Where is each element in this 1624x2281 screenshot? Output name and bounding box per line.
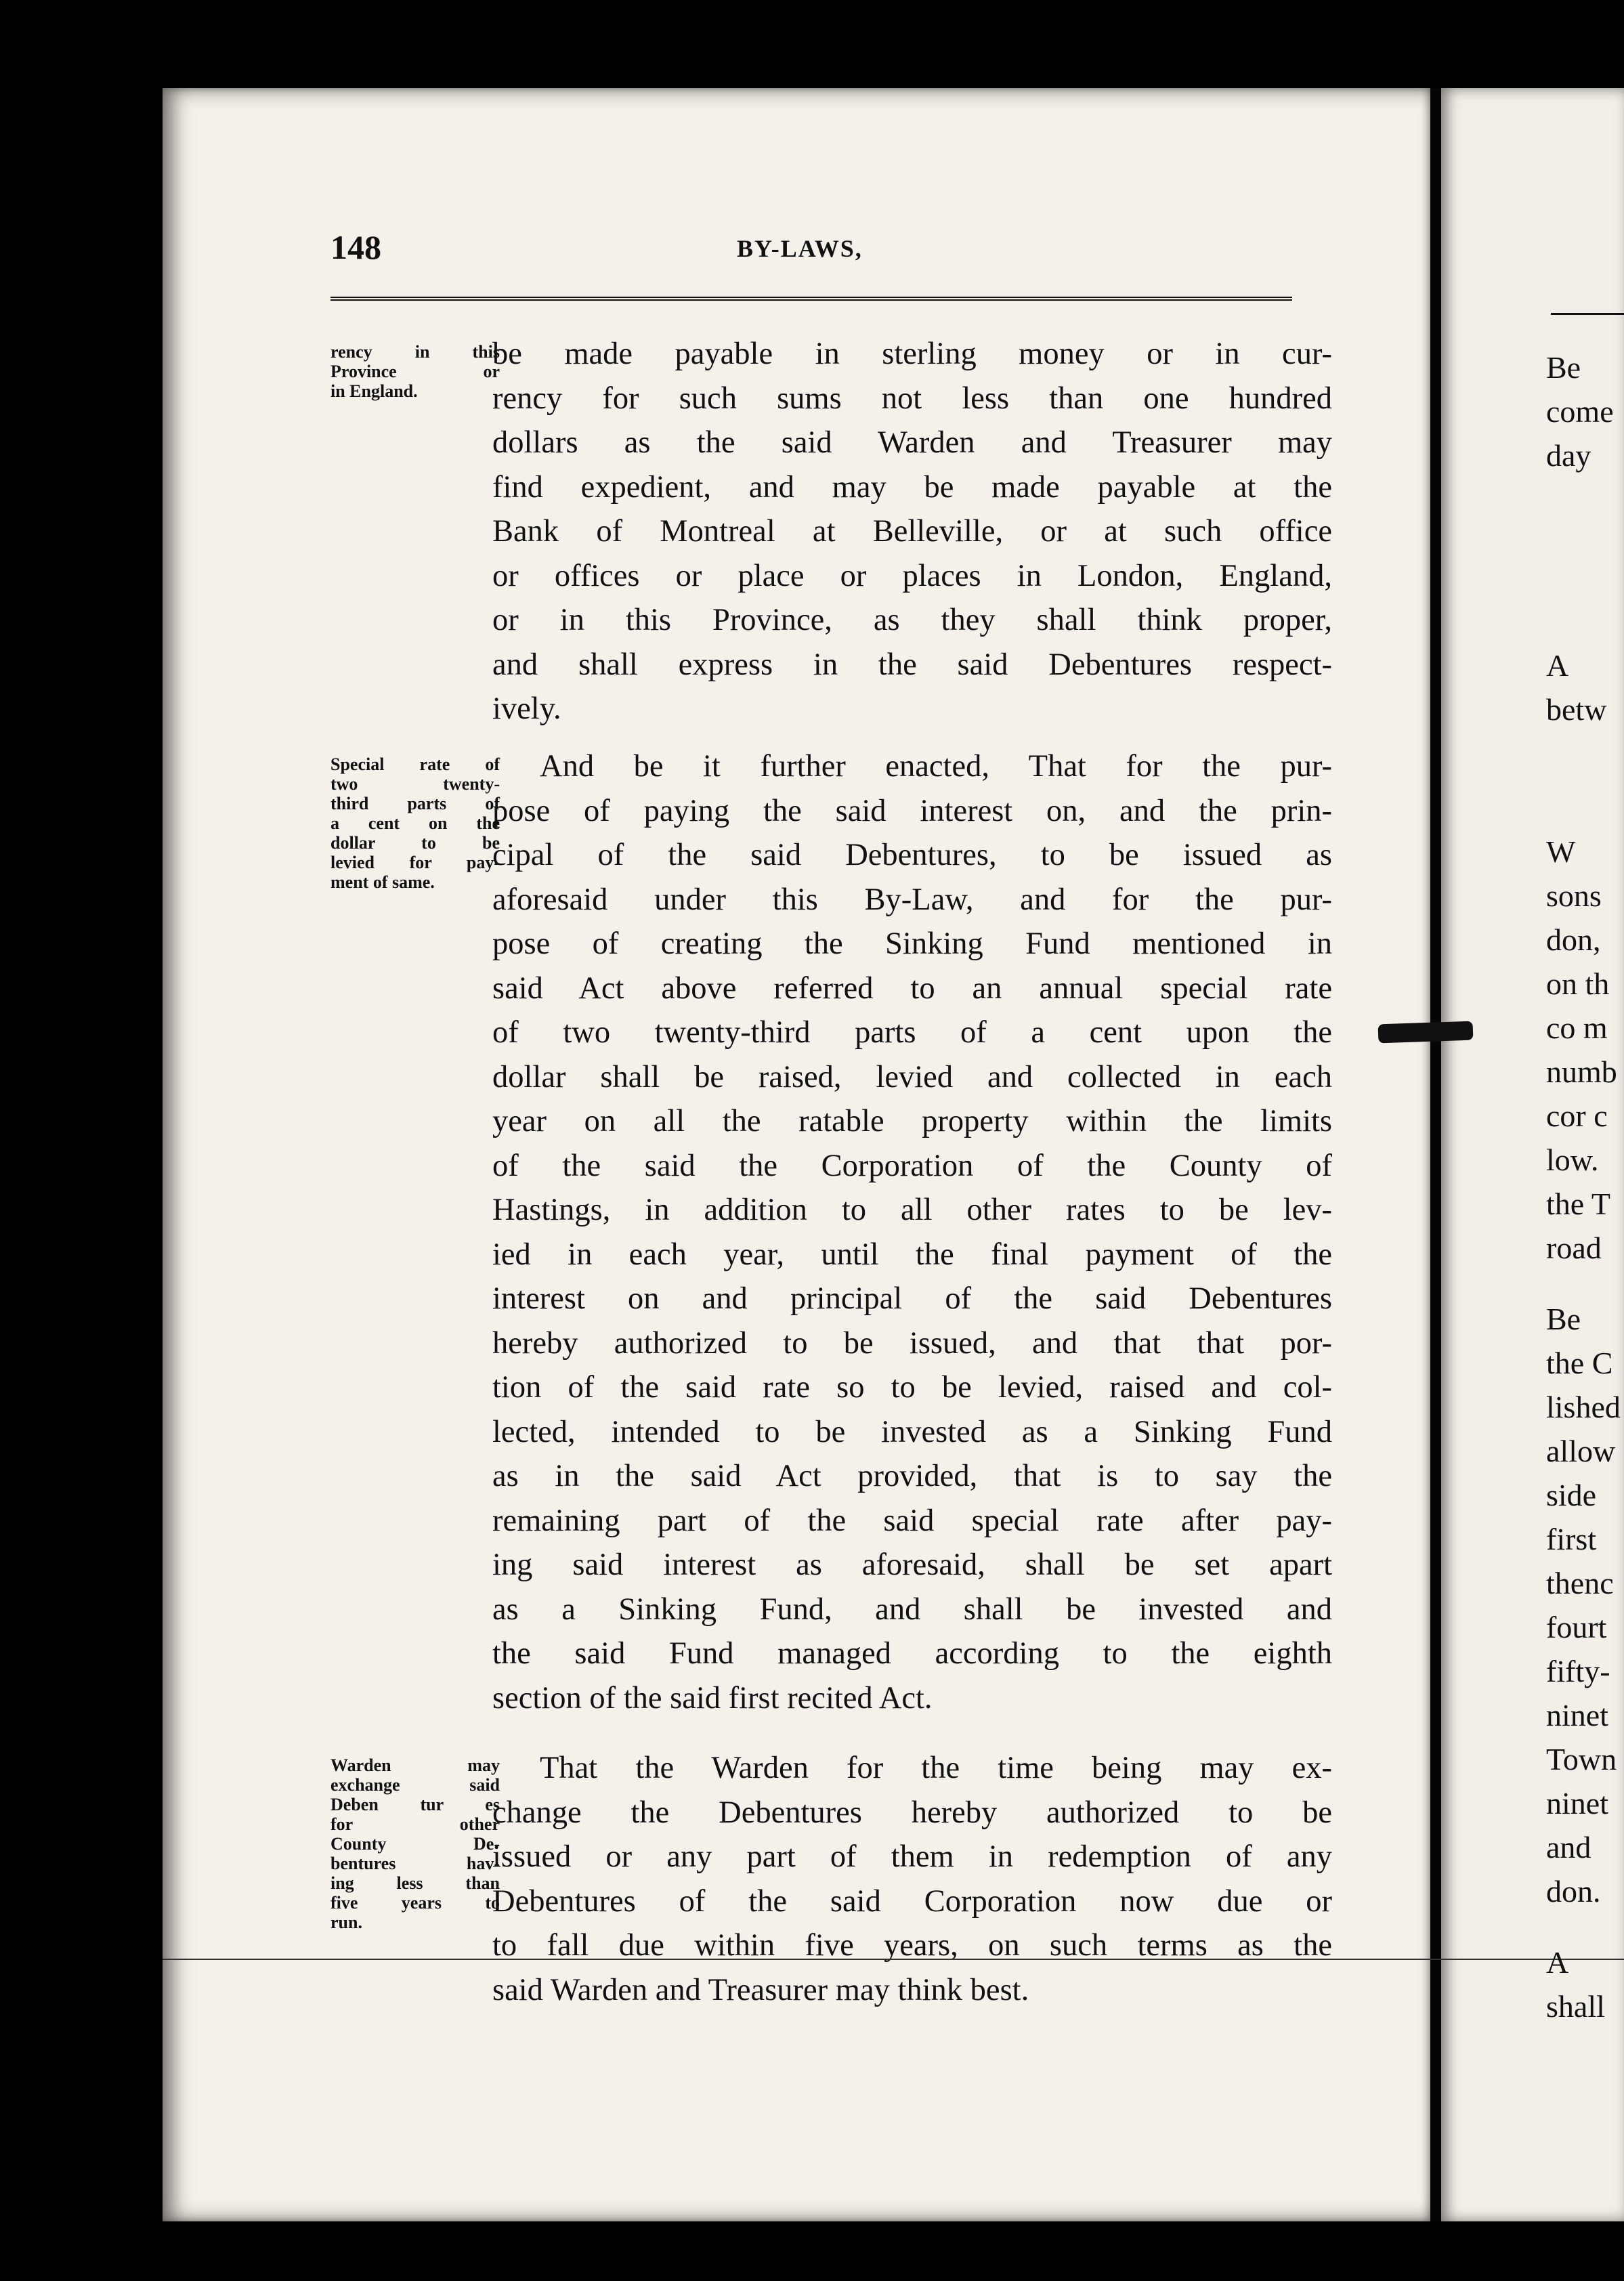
header-rule xyxy=(330,297,1292,301)
text-line: tion of the said rate so to be levied, raised and col- xyxy=(492,1370,1332,1405)
adjacent-page-fragment: A xyxy=(1546,1945,1569,1980)
adjacent-page-fragment: Be xyxy=(1546,1302,1581,1336)
adjacent-page-fragment: ninet xyxy=(1546,1786,1608,1820)
adjacent-page-line xyxy=(1546,1297,1624,1342)
adjacent-page-fragment: fourt xyxy=(1546,1610,1607,1644)
text-line: lected, intended to be invested as a Sinking Fund xyxy=(492,1414,1332,1449)
text-line: remaining part of the said special rate after pay- xyxy=(492,1503,1332,1538)
adjacent-page-line xyxy=(1546,1050,1624,1094)
adjacent-page-line xyxy=(1546,1385,1624,1430)
text-line: pose of creating the Sinking Fund mentioned in xyxy=(492,926,1332,961)
paragraph-currency xyxy=(492,332,1332,731)
margin-note-line: Province or xyxy=(330,362,500,381)
adjacent-page-line xyxy=(1546,1226,1624,1271)
margin-note-line: five years to xyxy=(330,1893,500,1913)
margin-note-line: exchange said xyxy=(330,1775,500,1795)
margin-note-line: levied for pay- xyxy=(330,853,500,872)
text-line: and shall express in the said Debentures respect- xyxy=(492,647,1332,682)
text-line: Debentures of the said Corporation now due or xyxy=(492,1883,1332,1919)
adjacent-page-line xyxy=(1546,1693,1624,1738)
adjacent-page-line xyxy=(1546,345,1624,390)
text-line: year on all the ratable property within the limits xyxy=(492,1104,1332,1138)
text-line: ied in each year, until the final payment of the xyxy=(492,1237,1332,1272)
margin-note-special-rate xyxy=(330,754,500,892)
adjacent-page-fragment: Be xyxy=(1546,350,1581,385)
adjacent-page-fragment: day xyxy=(1546,438,1591,473)
text-line: said Warden and Treasurer may think best. xyxy=(492,1972,1029,2007)
adjacent-page-line xyxy=(1546,1429,1624,1474)
adjacent-page-fragment: A xyxy=(1546,648,1569,683)
margin-note-currency xyxy=(330,342,500,401)
text-line: dollar shall be raised, levied and collected in each xyxy=(492,1059,1332,1094)
margin-note-line: County De- xyxy=(330,1834,500,1854)
margin-note-warden-exchange xyxy=(330,1755,500,1932)
text-line: hereby authorized to be issued, and that that por- xyxy=(492,1325,1332,1361)
adjacent-page-fragment: allow xyxy=(1546,1434,1616,1468)
adjacent-page-line xyxy=(1546,1138,1624,1182)
text-line: said Act above referred to an annual special rate xyxy=(492,971,1332,1006)
text-line: section of the said first recited Act. xyxy=(492,1680,933,1715)
text-line: of two twenty-third parts of a cent upon the xyxy=(492,1015,1332,1050)
text-line: aforesaid under this By-Law, and for the pur- xyxy=(492,882,1332,917)
text-line: Bank of Montreal at Belleville, or at such office xyxy=(492,514,1332,549)
adjacent-page-line xyxy=(1546,1094,1624,1138)
margin-note-line: two twenty- xyxy=(330,774,500,794)
adjacent-page-line xyxy=(1546,874,1624,918)
text-line: or in this Province, as they shall think proper, xyxy=(492,603,1332,637)
adjacent-page-fragment: ninet xyxy=(1546,1698,1608,1732)
adjacent-page-line xyxy=(1546,643,1624,688)
adjacent-page-line xyxy=(1546,1940,1624,1985)
adjacent-page-fragment: don. xyxy=(1546,1874,1601,1909)
adjacent-page-line xyxy=(1546,1517,1624,1562)
scan-artifact-line xyxy=(163,1959,1624,1960)
adjacent-page-fragment: W xyxy=(1546,834,1576,869)
adjacent-page-line xyxy=(1546,1561,1624,1606)
adjacent-page-line xyxy=(1546,1341,1624,1386)
margin-note-line: run. xyxy=(330,1913,362,1932)
running-head: BY-LAWS, xyxy=(737,235,863,262)
page-header xyxy=(330,228,1292,268)
text-line: interest on and principal of the said Debentures xyxy=(492,1281,1332,1316)
margin-note-line: in England. xyxy=(330,381,418,401)
text-line: rency for such sums not less than one hundred xyxy=(492,381,1332,416)
margin-note-line: a cent on the xyxy=(330,813,500,833)
adjacent-page-line xyxy=(1546,687,1624,732)
adjacent-page-line xyxy=(1546,1984,1624,2029)
margin-note-line: third parts of xyxy=(330,794,500,813)
text-line: find expedient, and may be made payable at the xyxy=(492,469,1332,505)
adjacent-page-fragment: co m xyxy=(1546,1010,1608,1045)
margin-note-line: Warden may xyxy=(330,1755,500,1775)
text-line: pose of paying the said interest on, and the prin- xyxy=(492,793,1332,828)
adjacent-page-line xyxy=(1546,1781,1624,1826)
text-line: issued or any part of them in redemption of any xyxy=(492,1839,1332,1874)
adjacent-page-rule xyxy=(1551,313,1624,315)
text-line: or offices or place or places in London, England, xyxy=(492,558,1332,593)
adjacent-page-line xyxy=(1546,1605,1624,1650)
text-line: ively. xyxy=(492,691,561,726)
paragraph-special-rate xyxy=(492,744,1332,1720)
adjacent-page-line xyxy=(1546,433,1624,478)
text-line: change the Debentures hereby authorized to be xyxy=(492,1795,1332,1830)
text-line: And be it further enacted, That for the pur- xyxy=(540,749,1332,784)
adjacent-page-line xyxy=(1546,830,1624,874)
adjacent-page-fragment: cor c xyxy=(1546,1099,1608,1133)
text-line: as in the said Act provided, that is to say the xyxy=(492,1459,1332,1493)
margin-note-line: Special rate of xyxy=(330,754,500,774)
margin-note-line: Deben tur es xyxy=(330,1795,500,1814)
ink-blot xyxy=(1378,1021,1474,1044)
adjacent-page-line xyxy=(1546,918,1624,962)
adjacent-page-fragment: come xyxy=(1546,394,1614,429)
text-line: cipal of the said Debentures, to be issued as xyxy=(492,838,1332,872)
text-line: Hastings, in addition to all other rates to be lev- xyxy=(492,1193,1332,1227)
adjacent-page-fragment: thenc xyxy=(1546,1566,1614,1600)
adjacent-page-fragment: side xyxy=(1546,1478,1597,1512)
adjacent-page-line xyxy=(1546,1825,1624,1870)
adjacent-page-fragment: Town xyxy=(1546,1742,1617,1776)
text-line: as a Sinking Fund, and shall be invested and xyxy=(492,1592,1332,1627)
page-number: 148 xyxy=(330,228,381,266)
margin-note-line: rency in this xyxy=(330,342,500,362)
text-line: ing said interest as aforesaid, shall be set apart xyxy=(492,1548,1332,1582)
margin-note-line: ing less than xyxy=(330,1873,500,1893)
adjacent-page-fragment: fifty- xyxy=(1546,1654,1610,1688)
adjacent-page-line xyxy=(1546,1869,1624,1914)
text-line: That the Warden for the time being may ex- xyxy=(540,1751,1332,1785)
margin-note-line: for other xyxy=(330,1814,500,1834)
adjacent-page-line xyxy=(1546,1182,1624,1227)
adjacent-page-line xyxy=(1546,1737,1624,1782)
adjacent-page-line xyxy=(1546,1006,1624,1050)
page-gutter xyxy=(1430,88,1441,2221)
adjacent-page-fragment: the C xyxy=(1546,1346,1613,1380)
adjacent-page-fragment: first xyxy=(1546,1522,1597,1556)
text-line: the said Fund managed according to the eighth xyxy=(492,1636,1332,1671)
adjacent-page-line xyxy=(1546,1649,1624,1694)
margin-note-line: dollar to be xyxy=(330,833,500,853)
adjacent-page-fragment: and xyxy=(1546,1830,1591,1864)
adjacent-page-fragment: betw xyxy=(1546,692,1607,727)
adjacent-page-fragment: lished xyxy=(1546,1390,1621,1424)
paragraph-warden-exchange xyxy=(492,1746,1332,2012)
margin-note-line: bentures hav- xyxy=(330,1854,500,1873)
margin-note-line: ment of same. xyxy=(330,872,435,892)
adjacent-page-line xyxy=(1546,1473,1624,1518)
adjacent-page-fragment: on th xyxy=(1546,966,1610,1001)
adjacent-page-fragment: road xyxy=(1546,1231,1602,1265)
adjacent-page-fragment: numb xyxy=(1546,1054,1617,1089)
text-line: be made payable in sterling money or in cur- xyxy=(492,337,1332,371)
adjacent-page-line xyxy=(1546,962,1624,1006)
adjacent-page-fragment: shall xyxy=(1546,1989,1605,2024)
adjacent-page-fragment: low. xyxy=(1546,1143,1599,1177)
text-line: of the said the Corporation of the County of xyxy=(492,1148,1332,1183)
adjacent-page-line xyxy=(1546,389,1624,434)
text-line: dollars as the said Warden and Treasurer may xyxy=(492,425,1332,460)
adjacent-page-fragment: sons xyxy=(1546,878,1602,913)
adjacent-page-fragment: don, xyxy=(1546,922,1601,957)
text-line: to fall due within five years, on such terms as the xyxy=(492,1928,1332,1963)
adjacent-page-fragment: the T xyxy=(1546,1187,1610,1221)
